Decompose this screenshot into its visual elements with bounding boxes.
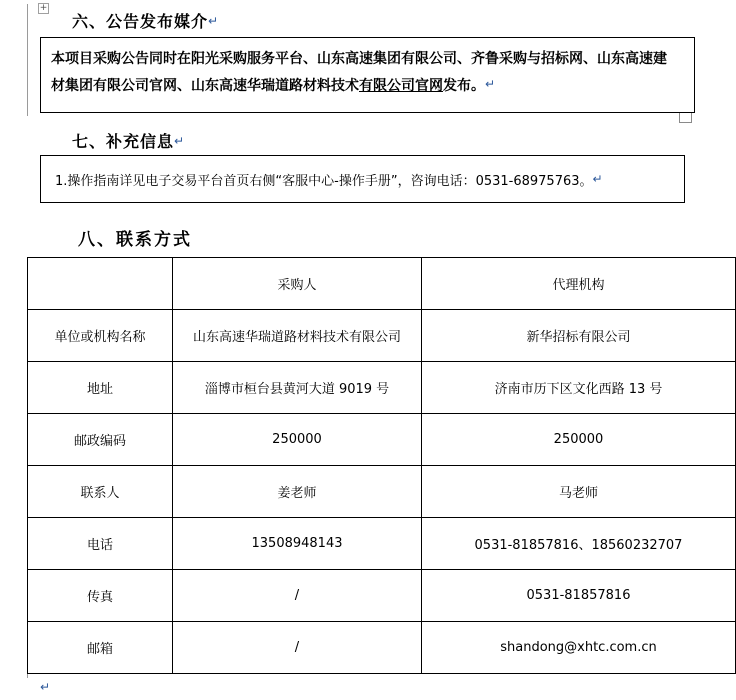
row-agent-postcode: 250000 <box>422 414 736 466</box>
table-header-buyer: 采购人 <box>173 258 422 310</box>
row-label-address: 地址 <box>28 362 173 414</box>
row-buyer-org-name: 山东高速华瑞道路材料技术有限公司 <box>173 310 422 362</box>
notice-line-1: 本项目采购公告同时在阳光采购服务平台、山东高速集团有限公司、齐鲁采购与招标网、山东高速建 <box>51 51 667 67</box>
table-row <box>28 570 736 622</box>
row-buyer-postcode: 250000 <box>173 414 422 466</box>
row-buyer-phone: 13508948143 <box>173 518 422 570</box>
row-label-contact-person: 联系人 <box>28 466 173 518</box>
row-buyer-fax: / <box>173 570 422 622</box>
supplement-line-1 <box>55 169 674 192</box>
notice-line-2 <box>51 72 684 99</box>
row-buyer-email: / <box>173 622 422 674</box>
outline-expand-icon[interactable]: + <box>39 3 48 13</box>
row-label-phone: 电话 <box>28 518 173 570</box>
table-header-agent: 代理机构 <box>422 258 736 310</box>
section-heading-6 <box>72 9 219 32</box>
row-agent-address: 济南市历下区文化西路 13 号 <box>422 362 736 414</box>
row-agent-email: shandong@xhtc.com.cn <box>422 622 736 674</box>
row-buyer-address: 淄博市桓台县黄河大道 9019 号 <box>173 362 422 414</box>
table-row <box>28 622 736 674</box>
pilcrow-icon: ↵ <box>40 680 51 694</box>
section-7-number: 七、 <box>72 132 107 151</box>
section-8-number: 八、 <box>78 230 116 250</box>
supplement-info-box <box>40 155 685 203</box>
row-agent-fax: 0531-81857816 <box>422 570 736 622</box>
row-agent-contact-person: 马老师 <box>422 466 736 518</box>
row-agent-phone: 0531-81857816、18560232707 <box>422 518 736 570</box>
section-8-title: 联系方式 <box>116 230 192 250</box>
row-label-postcode: 邮政编码 <box>28 414 173 466</box>
notice-media-box <box>40 37 695 113</box>
pilcrow-icon: ↵ <box>592 172 603 186</box>
row-label-fax: 传真 <box>28 570 173 622</box>
notice-line-2-part-a: 材集团有限公司官网、山东高速华瑞道路材料技术 <box>51 78 359 94</box>
section-heading-7 <box>72 129 185 152</box>
table-header-blank <box>28 258 173 310</box>
table-row <box>28 362 736 414</box>
section-6-title: 公告发布媒介 <box>106 12 209 31</box>
row-label-org-name: 单位或机构名称 <box>28 310 173 362</box>
section-6-number: 六、 <box>72 12 107 31</box>
notice-line-2-part-b: 发布。 <box>443 78 485 94</box>
table-row <box>28 310 736 362</box>
notice-line-2-underlined: 有限公司官网 <box>359 78 443 94</box>
margin-change-bar-top <box>27 4 28 116</box>
pilcrow-icon: ↵ <box>208 14 220 28</box>
row-agent-org-name: 新华招标有限公司 <box>422 310 736 362</box>
supplement-text: 1.操作指南详见电子交易平台首页右侧“客服中心-操作手册”，咨询电话：0531-68975763。 <box>55 174 593 189</box>
table-row <box>28 518 736 570</box>
section-heading-8 <box>78 225 192 250</box>
pilcrow-icon: ↵ <box>485 77 496 91</box>
pilcrow-icon: ↵ <box>174 134 186 148</box>
row-buyer-contact-person: 姜老师 <box>173 466 422 518</box>
row-label-email: 邮箱 <box>28 622 173 674</box>
table-header-row <box>28 258 736 310</box>
table-row <box>28 466 736 518</box>
table-row <box>28 414 736 466</box>
section-7-title: 补充信息 <box>106 132 175 151</box>
contact-table <box>27 257 736 674</box>
